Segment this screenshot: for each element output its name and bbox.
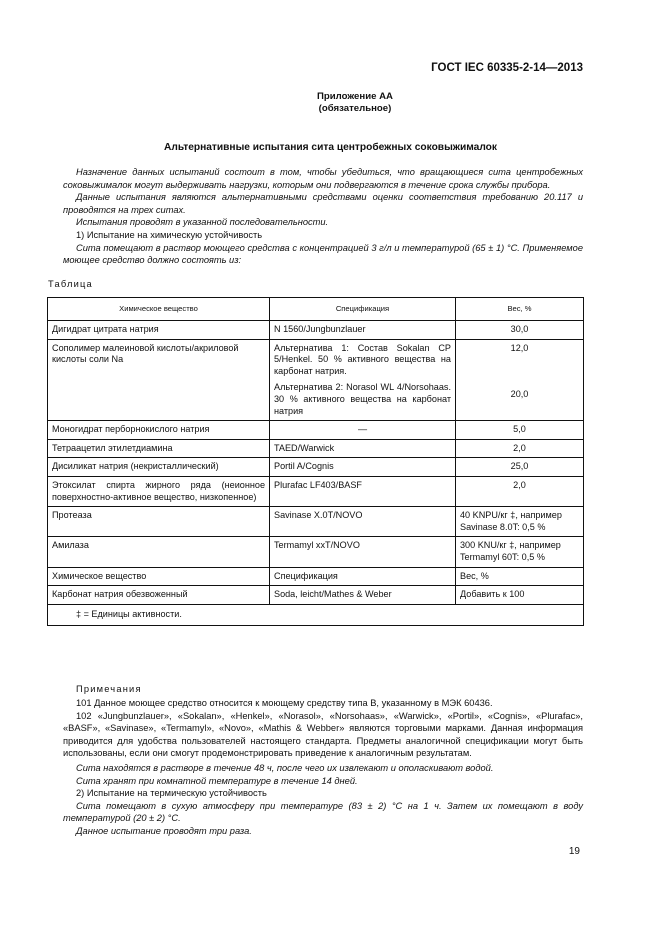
page-number: 19 [568, 846, 580, 857]
procedure-paragraph-1: Сита находятся в растворе в течение 48 ч, после чего их извлекают и ополаскивают водой. [76, 763, 494, 773]
cell-spec: Termamyl xxT/NOVO [270, 537, 456, 567]
appendix-title: Приложение АА [317, 91, 393, 102]
cell-substance: Дигидрат цитрата натрия [48, 321, 270, 340]
weight-alternative-1: 12,0 [510, 342, 529, 353]
table-caption: Таблица [48, 279, 93, 289]
cell-substance: Карбонат натрия обезвоженный [48, 586, 270, 605]
notes-text [63, 697, 583, 760]
cell-weight: 30,0 [456, 321, 584, 340]
cell-spec: N 1560/Jungbunzlauer [270, 321, 456, 340]
procedure-paragraph-3: 2) Испытание на термическую устойчивость [76, 788, 267, 799]
table-row [48, 537, 584, 567]
table-footnote-row [48, 604, 584, 626]
procedure-paragraph-5: Данное испытание проводят три раза. [76, 825, 252, 836]
spec-alternative-1: Альтернатива 1: Состав Sokalan CP 5/Henkel. 50 % активного вещества на карбонат натрия. [274, 342, 451, 376]
table-header-row [48, 298, 584, 321]
cell-spec: Soda, leicht/Mathes & Weber [270, 586, 456, 605]
header-weight: Вес, % [456, 298, 584, 321]
cell-spec-alternatives [270, 339, 456, 421]
table-row [48, 507, 584, 537]
cell-weight: 2,0 [456, 439, 584, 458]
cell-weight: 40 KNPU/кг ‡, например Savinase 8.0T: 0,5 % [456, 507, 584, 537]
table-row [48, 421, 584, 440]
cell-substance: Амилаза [48, 537, 270, 567]
cell-substance: Моногидрат перборнокислого натрия [48, 421, 270, 440]
procedure-paragraph-4: Сита помещают в сухую атмосферу при температуре (83 ± 2) °С на 1 ч. Затем их помещают в воду температурой (20 ± 2) °С. [63, 800, 583, 824]
cell-substance: Этоксилат спирта жирного ряда (неионное поверхностно-активное вещество, низкопенное) [48, 476, 270, 506]
cell-spec: Plurafac LF403/BASF [270, 476, 456, 506]
cell-spec: TAED/Warwick [270, 439, 456, 458]
cell-weight: 300 KNU/кг ‡, например Termamyl 60T: 0,5 % [456, 537, 584, 567]
table-row [48, 476, 584, 506]
intro-paragraph-2: Данные испытания являются альтернативными средствами оценки соответствия требованию 20.117 и проводятся на трех ситах. [63, 192, 583, 215]
cell-substance: Тетраацетил этилетдиамина [48, 439, 270, 458]
table-footnote: ‡ = Единицы активности. [48, 604, 584, 626]
weight-alternative-2: 20,0 [510, 389, 529, 400]
spec-alternative-2: Альтернатива 2: Norasol WL 4/Norsohaas. 30 % активного вещества на карбонат натрия [274, 382, 451, 416]
table-row [48, 586, 584, 605]
cell-weight: Добавить к 100 [456, 586, 584, 605]
cell-spec: Спецификация [270, 567, 456, 586]
cell-weight: 2,0 [456, 476, 584, 506]
table-row [48, 458, 584, 477]
table-row [48, 321, 584, 340]
note-101: 101 Данное моющее средство относится к моющему средству типа В, указанному в МЭК 60436. [76, 698, 493, 708]
intro-paragraph-5: Сита помещают в раствор моющего средства с концентрацией 3 г/л и температурой (65 ± 1) °С. Применяемое моющее средство должно состоять из: [63, 242, 583, 266]
cell-weight: Вес, % [456, 567, 584, 586]
section-heading: Альтернативные испытания сита центробежных соковыжималок [164, 142, 497, 153]
cell-spec: Portil A/Cognis [270, 458, 456, 477]
cell-weight: 25,0 [456, 458, 584, 477]
appendix-status: (обязательное) [318, 103, 392, 114]
appendix-title-block [160, 91, 550, 115]
cell-substance: Дисиликат натрия (некристаллический) [48, 458, 270, 477]
cell-substance: Протеаза [48, 507, 270, 537]
detergent-table [47, 297, 584, 626]
cell-spec: Savinase X.0T/NOVO [270, 507, 456, 537]
procedure-paragraph-2: Сита хранят при комнатной температуре в течение 14 дней. [76, 775, 358, 786]
table-row [48, 439, 584, 458]
notes-heading: Примечания [76, 684, 142, 694]
table-row [48, 339, 584, 421]
cell-substance: Химическое вещество [48, 567, 270, 586]
procedure-text [63, 762, 583, 838]
cell-substance: Сополимер малеиновой кислоты/акриловой кислоты соли Na [48, 339, 270, 421]
table-row [48, 567, 584, 586]
header-spec: Спецификация [270, 298, 456, 321]
cell-weight-alternatives [456, 339, 584, 421]
intro-text [63, 166, 583, 267]
intro-paragraph-3: Испытания проводят в указанной последовательности. [76, 217, 329, 228]
cell-spec: — [270, 421, 456, 440]
header-substance: Химическое вещество [48, 298, 270, 321]
standard-number: ГОСТ IEC 60335-2-14—2013 [431, 62, 583, 74]
intro-paragraph-1: Назначение данных испытаний состоит в том, чтобы убедиться, что вращающиеся сита центробежных соковыжималок могут выдерживать нагрузки, которым они подвергаются в течение срока службы прибора. [63, 167, 583, 190]
intro-paragraph-4: 1) Испытание на химическую устойчивость [76, 229, 263, 240]
note-102: 102 «Jungbunzlauer», «Sokalan», «Henkel», «Norasol», «Norsohaas», «Warwick», «Portil», «Cognis», «Plurafac», «BASF», «Savinase», «Termamyl», «Novo», «Mathis & Webber» являются торговыми марками. Данная информация приводится для удобства пользователей настоящего стандарта. Предметы аналогичной спецификации могут быть использованы, если они смогут продемонстрировать приведение к аналогичным результатам. [63, 710, 583, 759]
cell-weight: 5,0 [456, 421, 584, 440]
